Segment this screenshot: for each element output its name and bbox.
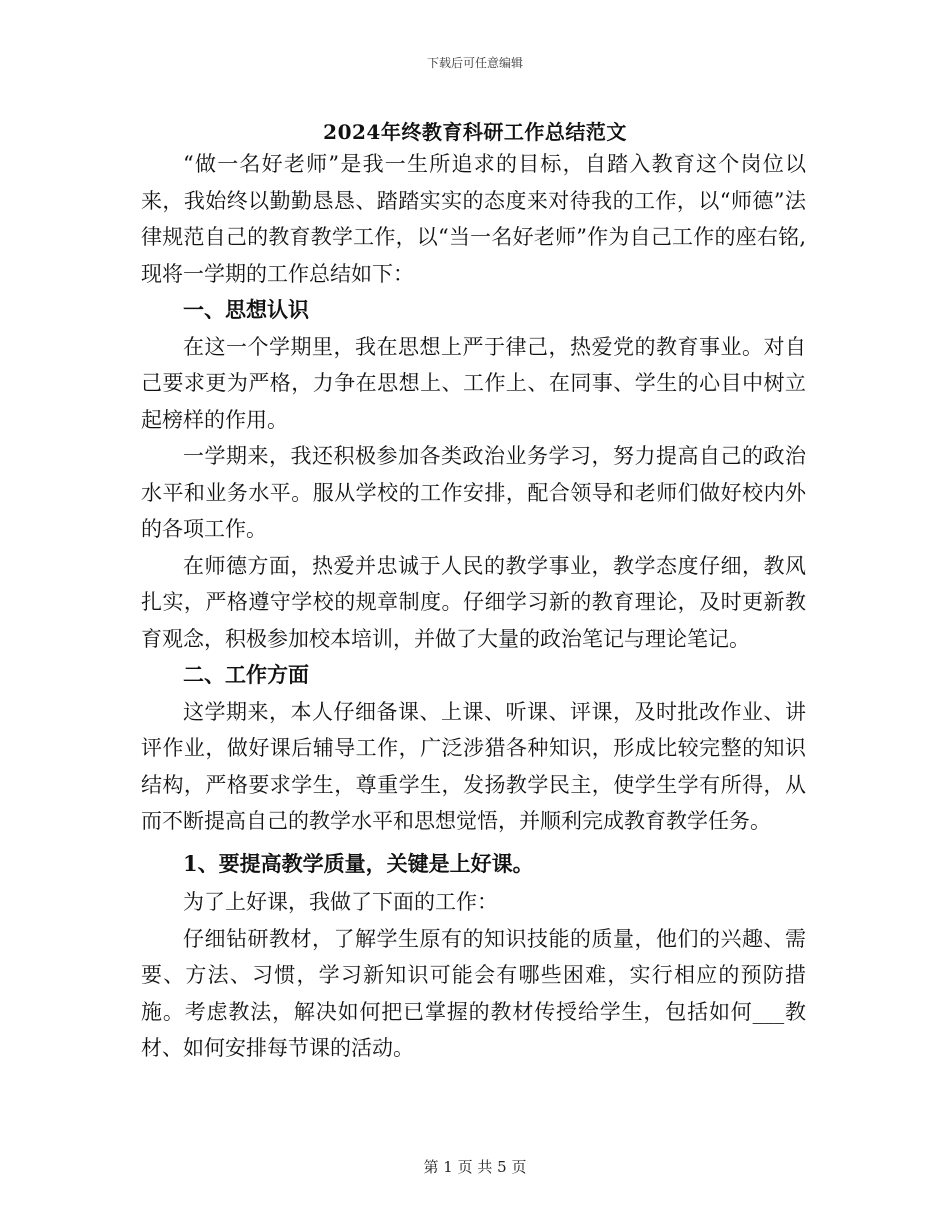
section-heading-work: 二、工作方面 [183, 662, 309, 687]
header-note: 下载后可任意编辑 [426, 56, 523, 70]
body-paragraph: 为了上好课，我做了下面的工作： [183, 890, 498, 914]
body-paragraph: 这学期来，本人仔细备课、上课、听课、评课，及时批改作业、讲评作业，做好课后辅导工作，广泛涉猎各种知识，形成比较完整的知识结构，严格要求学生，尊重学生，发扬教学民主，使学生学有所得，从而不断提高自己的教学水平和思想觉悟，并顺利完成教育教学任务。 [141, 699, 806, 833]
intro-paragraph: “做一名好老师”是我一生所追求的目标，自踏入教育这个岗位以来，我始终以勤勤恳恳、踏踏实实的态度来对待我的工作，以“师德”法律规范自己的教育教学工作，以“当一名好老师”作为自己工作的座右铭,现将一学期的工作总结如下： [141, 152, 806, 286]
document-body [141, 146, 806, 1067]
section-heading-thought: 一、思想认识 [183, 297, 309, 322]
subsection-heading-teaching-quality: 1、要提高教学质量，关键是上好课。 [183, 850, 534, 876]
body-paragraph: 在师德方面，热爱并忠诚于人民的教学事业，教学态度仔细，教风扎实，严格遵守学校的规章制度。仔细学习新的教育理论，及时更新教育观念，积极参加校本培训，并做了大量的政治笔记与理论笔记。 [141, 553, 806, 651]
page-number: 第 1 页 共 5 页 [423, 1158, 527, 1176]
document-title: 2024年终教育科研工作总结范文 [323, 120, 627, 144]
body-paragraph: 一学期来，我还积极参加各类政治业务学习，努力提高自己的政治水平和业务水平。服从学校的工作安排，配合领导和老师们做好校内外的各项工作。 [141, 444, 806, 541]
body-paragraph: 在这一个学期里，我在思想上严于律己，热爱党的教育事业。对自己要求更为严格，力争在思想上、工作上、在同事、学生的心目中树立起榜样的作用。 [141, 334, 806, 432]
body-paragraph: 仔细钻研教材，了解学生原有的知识技能的质量，他们的兴趣、需要、方法、习惯，学习新知识可能会有哪些困难，实行相应的预防措施。考虑教法，解决如何把已掌握的教材传授给学生，包括如何___教材、如何安排每节课的活动。 [141, 926, 806, 1060]
